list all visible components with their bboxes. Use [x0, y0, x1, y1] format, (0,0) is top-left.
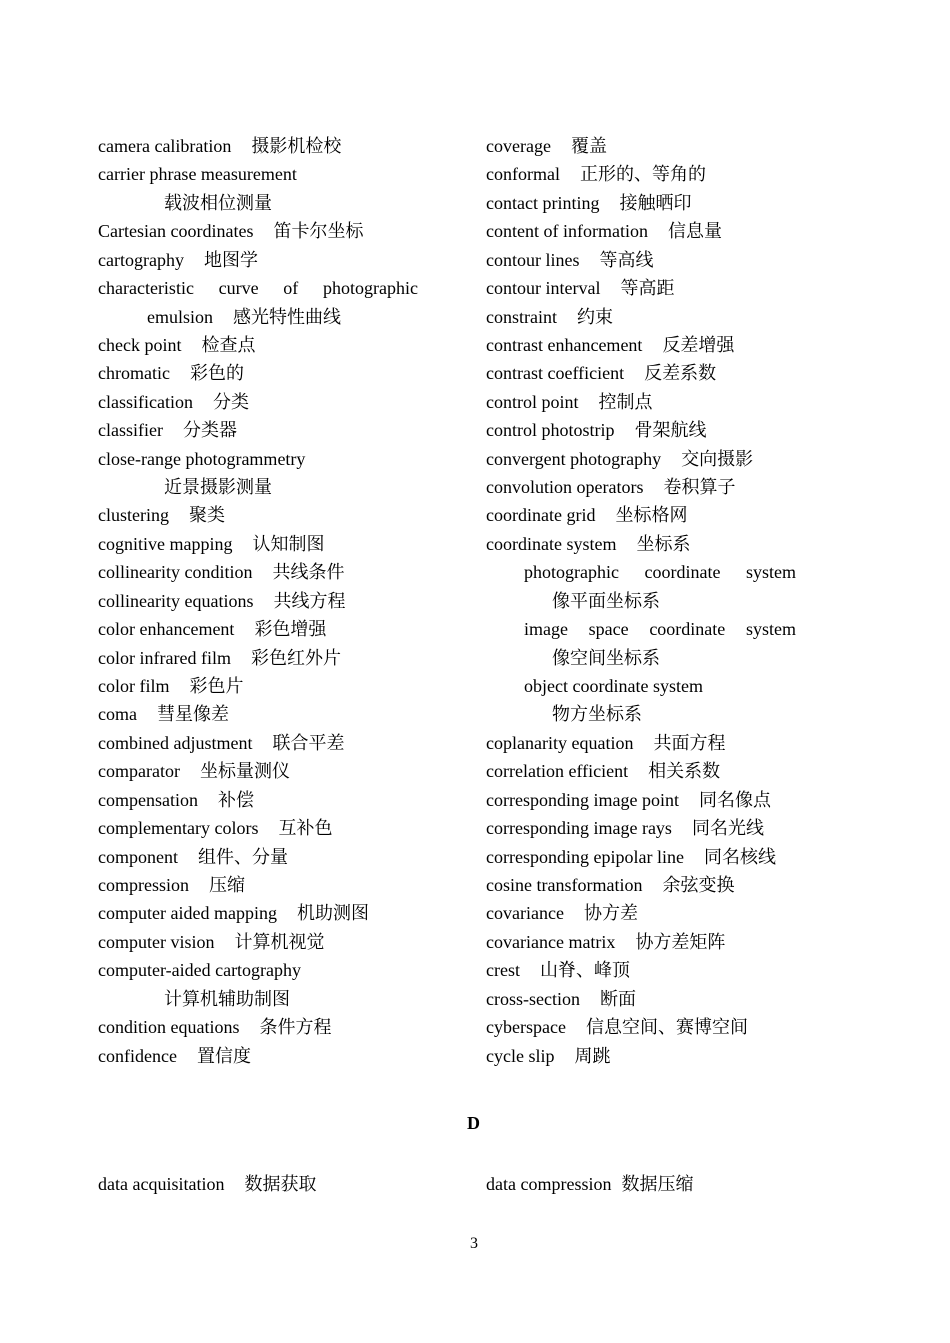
glossary-entry	[486, 217, 796, 245]
term-english: convergent photography	[486, 448, 662, 469]
term-english: clustering	[98, 505, 169, 526]
term-chinese: 相关系数	[648, 761, 721, 782]
term-chinese: 数据获取	[244, 1174, 317, 1194]
term-chinese: 断面	[599, 988, 636, 1009]
glossary-entry	[98, 558, 418, 586]
term-chinese: 共线方程	[273, 590, 346, 611]
glossary-entry	[486, 558, 796, 586]
term-english: complementary colors	[98, 818, 259, 839]
term-chinese: 认知制图	[252, 533, 325, 554]
term-chinese: 笛卡尔坐标	[273, 221, 364, 242]
glossary-entry	[98, 1042, 418, 1070]
right-glossary-column	[486, 132, 796, 1070]
glossary-entry	[486, 189, 796, 217]
term-english: content of information	[486, 221, 648, 242]
glossary-entry	[486, 700, 796, 728]
term-chinese: 联合平差	[272, 732, 345, 753]
term-chinese: 骨架航线	[634, 420, 707, 441]
term-english-word: system	[745, 562, 796, 583]
glossary-entry	[486, 644, 796, 672]
term-english-word: photographic	[322, 278, 418, 299]
glossary-entry	[486, 899, 796, 927]
term-chinese: 交向摄影	[681, 448, 754, 469]
glossary-entry	[98, 303, 418, 331]
term-english-word: coordinate	[644, 562, 721, 583]
term-english-word: image	[524, 619, 568, 640]
glossary-entry	[98, 359, 418, 387]
term-chinese: 条件方程	[259, 1017, 332, 1038]
term-english: Cartesian coordinates	[98, 221, 254, 242]
term-english: constraint	[486, 306, 557, 327]
glossary-entry	[98, 160, 418, 188]
term-chinese: 协方差矩阵	[635, 931, 726, 952]
term-chinese: 置信度	[196, 1045, 251, 1066]
term-english-word: characteristic	[98, 278, 194, 299]
term-chinese: 共线条件	[272, 562, 345, 583]
term-english-word: system	[745, 619, 796, 640]
glossary-entry-data-acquisitation	[98, 1170, 316, 1198]
term-english: data acquisitation	[98, 1174, 225, 1194]
glossary-entry	[98, 132, 418, 160]
term-english: contour lines	[486, 249, 580, 270]
term-english: cycle slip	[486, 1045, 555, 1066]
glossary-entry	[98, 985, 418, 1013]
term-chinese: 聚类	[188, 505, 225, 526]
term-chinese: 等高线	[599, 249, 654, 270]
term-chinese: 检查点	[201, 334, 256, 355]
glossary-entry	[486, 530, 796, 558]
glossary-entry	[486, 160, 796, 188]
glossary-entry	[98, 331, 418, 359]
term-chinese: 覆盖	[570, 136, 607, 156]
term-chinese: 坐标系	[636, 533, 691, 554]
term-chinese: 计算机视觉	[234, 931, 325, 952]
glossary-entry	[98, 786, 418, 814]
term-chinese: 共面方程	[653, 732, 726, 753]
term-chinese: 坐标格网	[615, 505, 688, 526]
term-english: classifier	[98, 420, 163, 441]
term-english: coordinate grid	[486, 505, 596, 526]
term-english: covariance	[486, 903, 564, 924]
glossary-entry	[98, 416, 418, 444]
term-english: check point	[98, 334, 182, 355]
term-english: computer vision	[98, 931, 215, 952]
term-english: covariance matrix	[486, 931, 616, 952]
glossary-entry	[486, 587, 796, 615]
glossary-entry	[486, 985, 796, 1013]
term-chinese: 协方差	[583, 903, 638, 924]
term-english: cross-section	[486, 988, 580, 1009]
glossary-entry	[98, 899, 418, 927]
glossary-entry	[98, 700, 418, 728]
left-glossary-column	[98, 132, 418, 1070]
term-english: cosine transformation	[486, 874, 643, 895]
term-chinese: 正形的、等角的	[579, 164, 706, 185]
term-chinese: 像平面坐标系	[552, 590, 660, 611]
term-english: emulsion	[147, 306, 213, 327]
term-english: corresponding epipolar line	[486, 846, 684, 867]
term-chinese: 感光特性曲线	[233, 306, 341, 327]
term-english: comparator	[98, 761, 180, 782]
glossary-entry	[486, 359, 796, 387]
term-english: compensation	[98, 789, 198, 810]
term-chinese: 载波相位测量	[164, 192, 272, 213]
glossary-entry	[98, 587, 418, 615]
glossary-entry	[98, 672, 418, 700]
term-chinese: 卷积算子	[663, 477, 736, 498]
glossary-entry	[486, 729, 796, 757]
term-english: close-range photogrammetry	[98, 448, 306, 469]
term-english: object coordinate system	[524, 676, 703, 697]
glossary-entry	[98, 644, 418, 672]
glossary-entry	[486, 501, 796, 529]
term-english: computer aided mapping	[98, 903, 277, 924]
term-chinese: 同名像点	[698, 789, 771, 810]
glossary-entry	[486, 672, 796, 700]
section-heading-d: D	[467, 1113, 480, 1133]
term-english: color infrared film	[98, 647, 231, 668]
term-chinese: 同名核线	[703, 846, 776, 867]
glossary-entry	[98, 757, 418, 785]
term-english: color enhancement	[98, 619, 235, 640]
term-english: contact printing	[486, 192, 600, 213]
glossary-entry	[486, 416, 796, 444]
term-chinese: 坐标量测仪	[199, 761, 290, 782]
glossary-entry	[486, 928, 796, 956]
glossary-entry	[486, 814, 796, 842]
glossary-entry	[98, 1013, 418, 1041]
glossary-entry	[98, 615, 418, 643]
term-english: condition equations	[98, 1017, 240, 1038]
term-chinese: 等高距	[620, 278, 675, 299]
glossary-entry	[98, 871, 418, 899]
term-chinese: 反差增强	[662, 334, 735, 355]
term-chinese: 互补色	[278, 818, 333, 839]
page-number: 3	[470, 1235, 478, 1252]
term-english: compression	[98, 874, 189, 895]
glossary-entry	[486, 871, 796, 899]
term-chinese: 同名光线	[691, 818, 764, 839]
term-chinese: 控制点	[598, 391, 653, 412]
term-english: corresponding image rays	[486, 818, 672, 839]
glossary-entry	[98, 843, 418, 871]
term-chinese: 彩色红外片	[250, 647, 341, 668]
glossary-entry	[486, 246, 796, 274]
glossary-entry	[486, 473, 796, 501]
term-english-word: curve	[218, 278, 259, 299]
term-chinese: 反差系数	[644, 363, 717, 384]
glossary-entry	[486, 757, 796, 785]
term-chinese: 物方坐标系	[552, 704, 642, 725]
term-english: confidence	[98, 1045, 177, 1066]
glossary-entry	[486, 331, 796, 359]
glossary-entry	[486, 1013, 796, 1041]
term-english-word: space	[588, 619, 629, 640]
glossary-entry	[98, 814, 418, 842]
term-english: correlation efficient	[486, 761, 629, 782]
term-chinese: 彗星像差	[156, 704, 229, 725]
term-english: crest	[486, 960, 520, 981]
glossary-entry	[98, 729, 418, 757]
term-english: contrast coefficient	[486, 363, 625, 384]
glossary-entry-data-compression	[486, 1170, 693, 1198]
term-chinese: 彩色的	[189, 363, 244, 384]
glossary-entry	[486, 615, 796, 643]
term-chinese: 彩色片	[189, 676, 244, 697]
glossary-entry	[486, 1042, 796, 1070]
term-chinese: 接触晒印	[619, 192, 692, 213]
term-english: combined adjustment	[98, 732, 253, 753]
term-english: cyberspace	[486, 1017, 566, 1038]
term-english: coplanarity equation	[486, 732, 634, 753]
glossary-entry	[486, 132, 796, 160]
glossary-entry	[486, 956, 796, 984]
term-english-word: photographic	[524, 562, 619, 583]
glossary-entry	[98, 189, 418, 217]
term-english: computer-aided cartography	[98, 960, 302, 981]
term-english: corresponding image point	[486, 789, 679, 810]
term-english: collinearity equations	[98, 590, 254, 611]
glossary-entry	[98, 246, 418, 274]
term-english: chromatic	[98, 363, 170, 384]
term-chinese: 机助测图	[296, 903, 369, 924]
term-chinese: 分类	[212, 391, 249, 412]
term-chinese: 地图学	[203, 249, 258, 270]
glossary-entry	[98, 530, 418, 558]
glossary-entry	[98, 274, 418, 302]
glossary-entry	[98, 388, 418, 416]
term-english: cognitive mapping	[98, 533, 233, 554]
term-english: coverage	[486, 136, 551, 156]
term-chinese: 压缩	[208, 874, 245, 895]
glossary-entry	[98, 501, 418, 529]
term-english-word: of	[283, 278, 299, 299]
term-english: carrier phrase measurement	[98, 164, 297, 185]
glossary-entry	[486, 445, 796, 473]
term-english: classification	[98, 391, 193, 412]
term-chinese: 补偿	[217, 789, 254, 810]
term-english: camera calibration	[98, 136, 232, 156]
glossary-entry	[486, 388, 796, 416]
term-chinese: 像空间坐标系	[552, 647, 660, 668]
glossary-entry	[98, 473, 418, 501]
term-chinese: 数据压缩	[621, 1174, 694, 1194]
term-english: coma	[98, 704, 137, 725]
glossary-entry	[486, 303, 796, 331]
term-english: contrast enhancement	[486, 334, 643, 355]
term-english: control point	[486, 391, 579, 412]
glossary-entry	[98, 956, 418, 984]
glossary-entry	[486, 843, 796, 871]
term-english: control photostrip	[486, 420, 615, 441]
term-english: collinearity condition	[98, 562, 253, 583]
term-chinese: 山脊、峰顶	[539, 960, 630, 981]
glossary-entry	[486, 274, 796, 302]
term-english-word: coordinate	[649, 619, 726, 640]
term-english: cartography	[98, 249, 184, 270]
glossary-entry	[98, 217, 418, 245]
term-english: conformal	[486, 164, 560, 185]
term-chinese: 组件、分量	[197, 846, 288, 867]
term-english: color film	[98, 676, 170, 697]
term-chinese: 信息量	[667, 221, 722, 242]
term-chinese: 周跳	[574, 1045, 611, 1066]
glossary-entry	[98, 445, 418, 473]
term-english: coordinate system	[486, 533, 617, 554]
term-english: convolution operators	[486, 477, 644, 498]
term-english: contour interval	[486, 278, 601, 299]
term-chinese: 信息空间、赛博空间	[585, 1017, 748, 1038]
glossary-entry	[486, 786, 796, 814]
term-chinese: 约束	[576, 306, 613, 327]
term-chinese: 分类器	[182, 420, 237, 441]
term-chinese: 余弦变换	[662, 874, 735, 895]
term-chinese: 近景摄影测量	[164, 477, 272, 498]
glossary-entry	[98, 928, 418, 956]
term-chinese: 摄影机检校	[251, 136, 342, 156]
term-english: data compression	[486, 1174, 612, 1194]
term-english: component	[98, 846, 178, 867]
term-chinese: 彩色增强	[254, 619, 327, 640]
term-chinese: 计算机辅助制图	[164, 988, 290, 1009]
